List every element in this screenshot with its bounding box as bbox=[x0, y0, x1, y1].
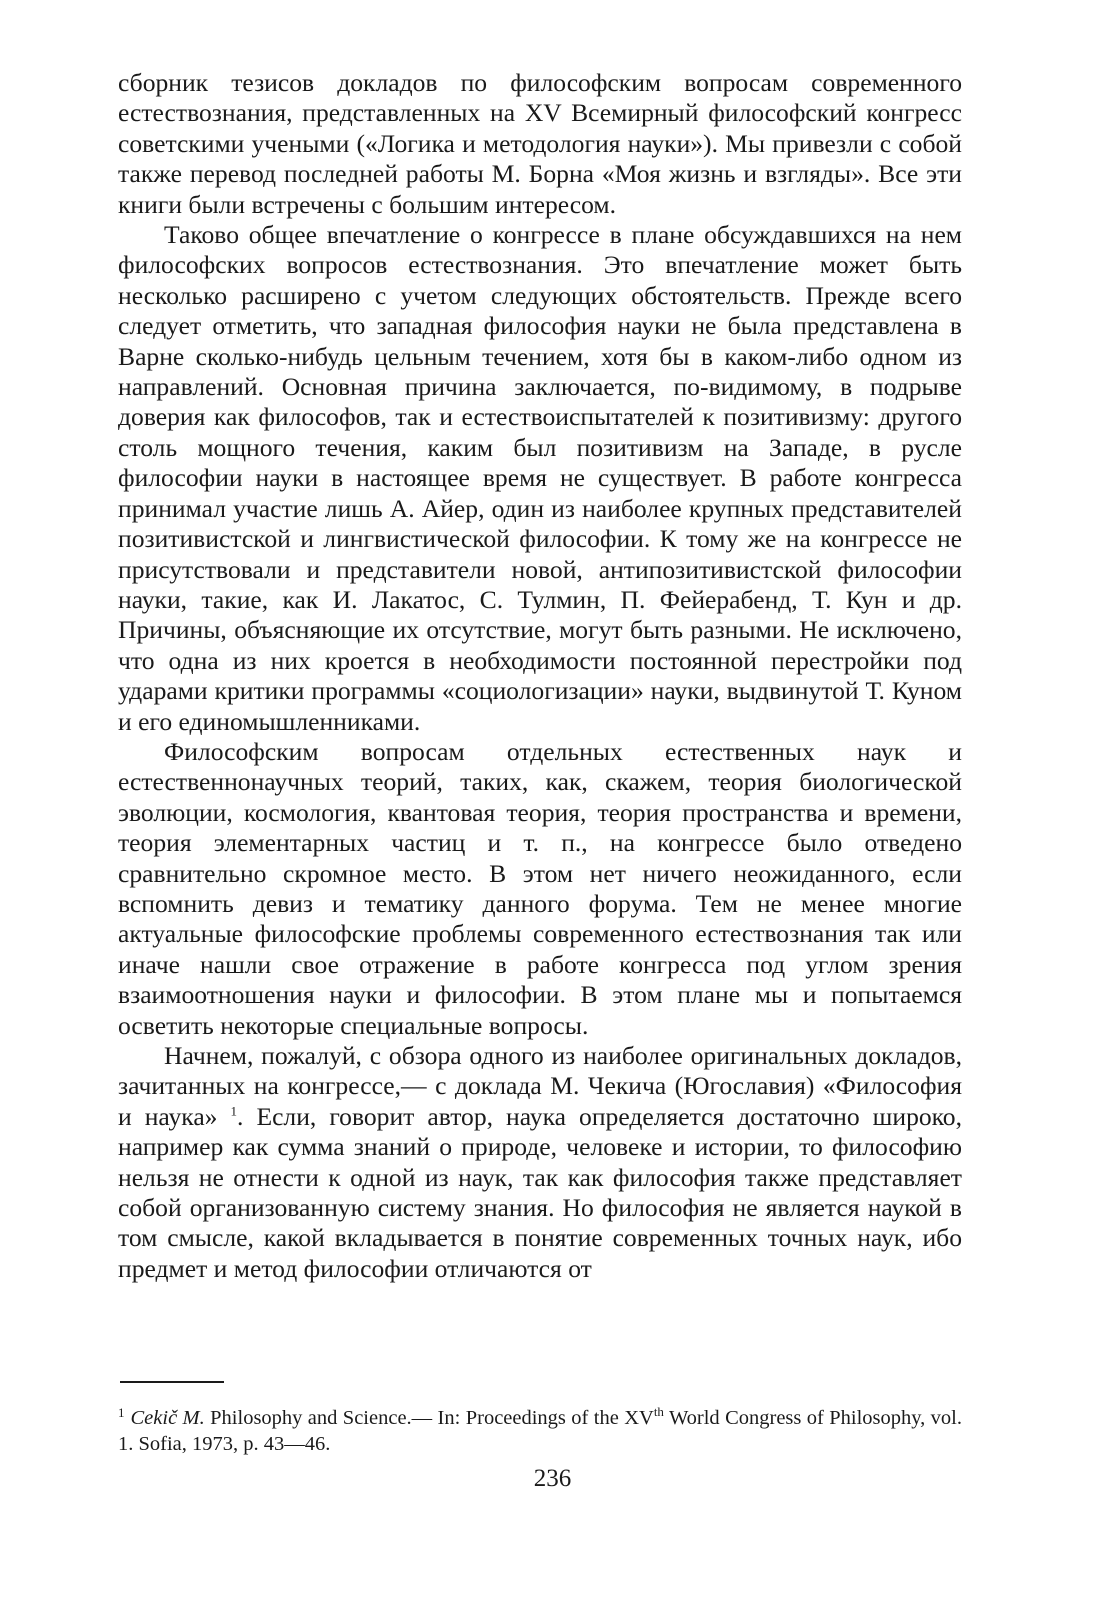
footnote-number: 1 bbox=[118, 1405, 125, 1420]
footnote-author: Cekič M. bbox=[130, 1407, 205, 1429]
paragraph-continued: сборник тезисов докладов по философским вопросам современного естествознания, представленных на XV Всемирный философский конгресс советскими учеными («Логика и методология науки»). Мы привезли с собой также перевод последней работы М. Борна «Моя жизнь и взгляды». Все эти книги были встречены с большим интересом. bbox=[118, 68, 962, 219]
body-text bbox=[118, 68, 962, 1284]
paragraph-text: . Если, говорит автор, наука определяется достаточно широко, например как сумма знаний о природе, человеке и истории, то философию нельзя не отнести к одной из наук, так как философия также представляет собой организованную систему знания. Но философия не является наукой в том смысле, какой вкладывается в понятие современных точных наук, ибо предмет и метод философии отличаются от bbox=[118, 1101, 962, 1283]
footnote-superscript: th bbox=[653, 1404, 664, 1420]
paragraph-text: Начнем, пожалуй, с обзора одного из наиболее оригинальных докладов, зачитанных на конгрессе,— с доклада М. Чекича (Югославия) «Философия и наука» bbox=[118, 1041, 962, 1131]
footnote-text: Philosophy and Science.— In: Proceedings of the XV bbox=[204, 1407, 654, 1429]
paragraph-with-footnote-ref bbox=[118, 1041, 962, 1284]
paragraph: Таково общее впечатление о конгрессе в плане обсуждавшихся на нем философских вопросов естествознания. Это впечатление может быть несколько расширено с учетом следующих обстоятельств. Прежде всего следует отметить, что западная философия науки не была представлена в Варне сколько-нибудь цельным течением, хотя бы в каком-либо одном из направлений. Основная причина заключается, по-видимому, в подрыве доверия как философов, так и естествоиспытателей к позитивизму: другого столь мощного течения, каким был позитивизм на Западе, в русле философии науки в настоящее время не существует. В работе конгресса принимал участие лишь А. Айер, один из наиболее крупных представителей позитивистской и лингвистической философии. К тому же на конгрессе не присутствовали и представители новой, антипозитивистской философии науки, такие, как И. Лакатос, С. Тулмин, П. Фейерабенд, Т. Кун и др. Причины, объясняющие их отсутствие, могут быть разными. Не исключено, что одна из них кроется в необходимости постоянной перестройки под ударами критики программы «социологизации» науки, выдвинутой Т. Куном и его единомышленниками. bbox=[118, 220, 962, 736]
footnote-divider bbox=[120, 1381, 224, 1383]
page-number: 236 bbox=[533, 1465, 572, 1492]
paragraph: Философским вопросам отдельных естественных наук и естественнонаучных теорий, таких, как, скажем, теория биологической эволюции, космология, квантовая теория, теория пространства и времени, теория элементарных частиц и т. п., на конгрессе было отведено сравнительно скромное место. В этом нет ничего неожиданного, если вспомнить девиз и тематику данного форума. Тем не менее многие актуальные философские проблемы современного естествознания так или иначе нашли свое отражение в работе конгресса под углом зрения взаимоотношения науки и философии. В этом плане мы и попытаемся осветить некоторые специальные вопросы. bbox=[118, 736, 962, 1040]
footnote-reference: 1 bbox=[230, 1103, 238, 1119]
footnote bbox=[118, 1400, 962, 1457]
footnote-text: World Congress of Philosophy, vol. 1. Sofia, 1973, p. 43—46. bbox=[118, 1407, 963, 1455]
